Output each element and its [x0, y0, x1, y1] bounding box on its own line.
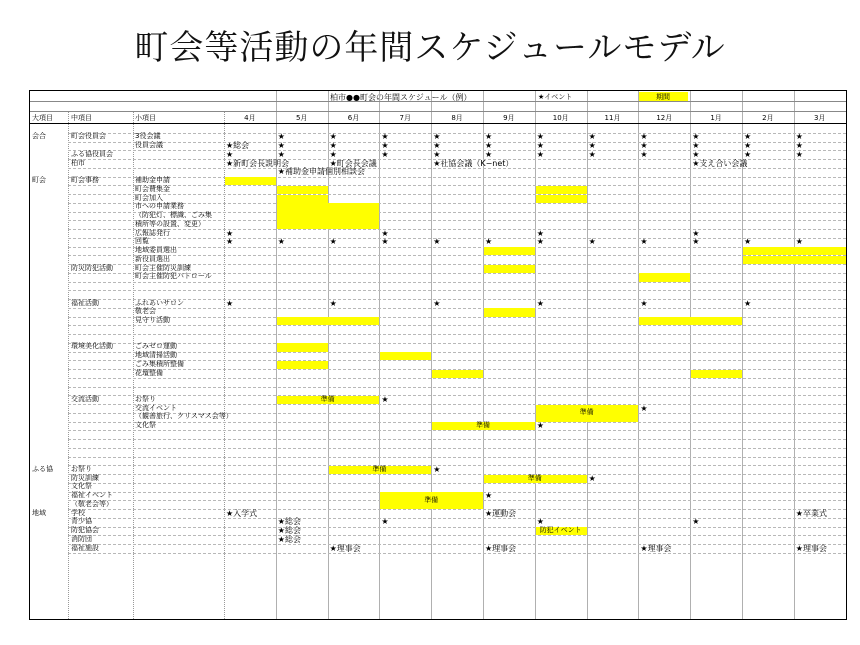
- event-star: ★: [536, 132, 544, 142]
- event-star: ★: [485, 237, 493, 247]
- event-star: ★: [536, 228, 544, 238]
- grid-vline: [483, 91, 484, 619]
- minor-item-label: 地域委員選出: [135, 246, 177, 254]
- event-star: ★社協会議（K−net）: [433, 158, 514, 168]
- col-header-minor: 小項目: [135, 114, 156, 122]
- event-star: ★: [433, 298, 441, 308]
- period-bar: [536, 195, 587, 203]
- minor-item-label: 市への申請業務 （防犯灯、標識、ごみ集 積所等の設置、変更）: [135, 202, 212, 228]
- event-star: ★: [588, 149, 596, 159]
- event-star: ★: [536, 517, 544, 527]
- event-star: ★: [433, 141, 441, 150]
- mid-item-label: 交流活動: [71, 394, 99, 403]
- grid-hline: [68, 229, 846, 230]
- event-star: ★: [536, 298, 544, 308]
- grid-hline: [68, 474, 846, 475]
- mid-item-label: 福祉施設: [71, 543, 99, 552]
- event-star: ★支え合い会議: [692, 158, 748, 168]
- grid-hline: [68, 177, 846, 178]
- minor-item-label: 新役員選出: [135, 254, 170, 263]
- period-bar: [277, 361, 328, 369]
- event-star: ★: [485, 132, 493, 142]
- grid-hline: [68, 325, 846, 326]
- event-star: ★: [329, 237, 337, 247]
- period-bar: [225, 177, 276, 185]
- event-star: ★: [744, 141, 752, 150]
- minor-item-label: 3役会議: [135, 132, 161, 141]
- grid-hline: [68, 133, 846, 134]
- event-star: ★補助金申請個別相談会: [277, 167, 365, 177]
- mid-item-label: 防災防犯活動: [71, 263, 113, 272]
- event-star: ★: [536, 149, 544, 159]
- grid-vline: [535, 91, 536, 619]
- col-header-major: 大項目: [32, 114, 53, 122]
- event-star: ★: [433, 464, 441, 474]
- grid-hline: [68, 238, 846, 239]
- grid-hline: [68, 290, 846, 291]
- mid-item-label: 文化祭: [71, 482, 92, 491]
- grid-hline: [68, 150, 846, 151]
- month-header: 4月: [244, 114, 256, 122]
- event-star: ★運動会: [485, 508, 517, 518]
- grid-hline: [68, 465, 846, 466]
- month-header: 11月: [604, 114, 621, 122]
- month-header: 1月: [710, 114, 722, 122]
- month-header: 7月: [399, 114, 412, 122]
- event-star: ★: [640, 237, 648, 247]
- period-bar: [484, 247, 535, 255]
- event-star: ★: [795, 149, 803, 159]
- col-header-mid: 中項目: [71, 114, 92, 122]
- grid-vline: [587, 91, 588, 619]
- event-star: ★: [640, 141, 648, 150]
- grid-hline: [68, 544, 846, 545]
- event-star: ★: [277, 149, 285, 159]
- period-label: 準備: [320, 395, 335, 404]
- schedule-sheet: [29, 90, 847, 620]
- grid-hline: [68, 142, 846, 143]
- month-header: 2月: [762, 114, 774, 122]
- minor-item-label: 交流イベント （観善旅行、クリスマス会等）: [135, 403, 233, 421]
- event-star: ★総会: [277, 517, 301, 527]
- grid-hline: [68, 509, 846, 510]
- event-star: ★: [640, 403, 648, 413]
- event-star: ★: [381, 228, 389, 238]
- event-star: ★: [692, 132, 700, 142]
- page-title: 町会等活動の年間スケジュールモデル: [134, 28, 726, 68]
- grid-vline: [68, 111, 69, 619]
- period-bar: [484, 265, 535, 273]
- minor-item-label: お祭り: [135, 394, 156, 403]
- event-star: ★: [588, 141, 596, 150]
- grid-hline: [68, 299, 846, 300]
- mid-item-label: 柏市: [71, 158, 85, 167]
- event-star: ★: [744, 298, 752, 308]
- period-label: 準備: [424, 495, 439, 504]
- period-label: 防犯イベント: [539, 526, 582, 535]
- minor-item-label: 町会費集金: [135, 184, 170, 193]
- sheet-title: 柏市●●町会の年間スケジュール（例）: [330, 93, 472, 102]
- grid-hline: [30, 101, 846, 102]
- grid-vline: [638, 91, 639, 619]
- period-bar: [277, 343, 328, 351]
- minor-item-label: 敬老会: [135, 307, 156, 316]
- grid-hline: [68, 430, 846, 431]
- period-bar: [743, 247, 846, 255]
- grid-vline: [431, 91, 432, 619]
- event-star: ★: [329, 149, 337, 159]
- grid-hline: [68, 553, 846, 554]
- mid-item-label: 福祉イベント （敬老会等）: [71, 491, 113, 508]
- event-star: ★: [744, 132, 752, 142]
- event-star: ★: [277, 132, 285, 142]
- grid-hline: [68, 527, 846, 528]
- period-bar: [639, 317, 742, 325]
- event-star: ★: [485, 141, 493, 150]
- event-star: ★: [226, 149, 234, 159]
- event-star: ★理事会: [485, 543, 517, 553]
- grid-vline: [794, 91, 795, 619]
- month-header: 8月: [451, 114, 463, 122]
- minor-item-label: 文化祭: [135, 421, 156, 429]
- event-star: ★: [381, 132, 389, 142]
- period-bar: [277, 195, 328, 203]
- event-star: ★総会: [277, 534, 301, 544]
- minor-item-label: 町会主催防災訓練: [135, 263, 191, 272]
- grid-hline: [68, 535, 846, 536]
- event-star: ★: [744, 149, 752, 159]
- grid-hline: [30, 111, 846, 112]
- period-bar: [484, 308, 535, 316]
- event-star: ★: [692, 149, 700, 159]
- minor-item-label: 回覧: [135, 237, 149, 246]
- grid-vline: [742, 91, 743, 619]
- grid-hline: [68, 334, 846, 335]
- event-star: ★: [433, 237, 441, 247]
- grid-vline: [133, 111, 134, 619]
- event-star: ★: [381, 394, 389, 404]
- grid-hline: [68, 343, 846, 344]
- minor-item-label: 花壇整備: [135, 368, 163, 377]
- mid-item-label: 町会事務: [71, 176, 99, 184]
- month-header: 9月: [503, 114, 515, 122]
- grid-vline: [690, 91, 691, 619]
- event-star: ★: [381, 141, 389, 150]
- minor-item-label: ふれあいサロン: [135, 298, 184, 307]
- period-bar: [277, 203, 380, 229]
- event-star: ★: [433, 132, 441, 142]
- month-header: 5月: [295, 114, 308, 122]
- grid-hline: [68, 194, 846, 195]
- mid-item-label: ふる協役員会: [71, 149, 113, 158]
- event-star: ★: [433, 149, 441, 159]
- period-bar: [691, 370, 742, 378]
- event-star: ★: [640, 149, 648, 159]
- event-star: ★: [329, 298, 337, 308]
- legend-event: ★イベント: [538, 93, 573, 101]
- minor-item-label: 見守り活動: [135, 316, 170, 324]
- minor-item-label: 町会加入: [135, 193, 163, 202]
- event-star: ★: [692, 141, 700, 150]
- period-label: 準備: [527, 473, 542, 482]
- event-star: ★: [744, 237, 752, 247]
- grid-hline: [30, 123, 846, 124]
- mid-item-label: お祭り: [71, 464, 92, 473]
- grid-hline: [68, 255, 846, 256]
- period-bar: [432, 370, 483, 378]
- event-star: ★: [329, 132, 337, 142]
- event-star: ★: [588, 237, 596, 247]
- minor-item-label: ごみゼロ運動: [135, 342, 177, 351]
- event-star: ★総会: [277, 526, 301, 535]
- event-star: ★理事会: [329, 543, 361, 553]
- event-star: ★: [536, 141, 544, 150]
- event-star: ★: [277, 237, 285, 247]
- event-star: ★町会長会議: [329, 158, 377, 168]
- event-star: ★: [536, 237, 544, 247]
- mid-item-label: 防災訓練: [71, 473, 99, 482]
- minor-item-label: 地域清掃活動: [135, 351, 177, 359]
- minor-item-label: 広報誌発行: [135, 228, 170, 237]
- grid-hline: [68, 387, 846, 388]
- event-star: ★総会: [226, 141, 250, 150]
- event-star: ★: [588, 132, 596, 142]
- grid-hline: [68, 308, 846, 309]
- period-bar: [277, 186, 328, 194]
- mid-item-label: 青少協: [71, 517, 92, 526]
- major-item-label: 会合: [32, 132, 46, 141]
- grid-hline: [68, 168, 846, 169]
- event-star: ★: [795, 141, 803, 150]
- minor-item-label: 町会主催防犯パトロール: [135, 272, 212, 281]
- event-star: ★: [795, 132, 803, 142]
- event-star: ★: [485, 491, 493, 500]
- grid-hline: [68, 378, 846, 379]
- event-star: ★: [381, 149, 389, 159]
- mid-item-label: 町会役員会: [71, 132, 106, 141]
- grid-hline: [68, 448, 846, 449]
- event-star: ★: [640, 298, 648, 308]
- major-item-label: 町会: [32, 176, 46, 184]
- period-label: 準備: [475, 421, 490, 430]
- event-star: ★: [381, 517, 389, 527]
- event-star: ★入学式: [226, 508, 258, 518]
- grid-hline: [68, 282, 846, 283]
- event-star: ★: [795, 237, 803, 247]
- major-item-label: ふる協: [32, 464, 53, 473]
- minor-item-label: 補助金申請: [135, 176, 170, 184]
- event-star: ★: [536, 421, 544, 430]
- mid-item-label: 福祉活動: [71, 298, 99, 307]
- event-star: ★理事会: [795, 543, 827, 553]
- grid-vline: [224, 111, 225, 619]
- period-label: 準備: [579, 408, 594, 417]
- event-star: ★: [329, 141, 337, 150]
- mid-item-label: 消防団: [71, 534, 92, 543]
- minor-item-label: 役員会議: [135, 141, 163, 149]
- month-header: 12月: [656, 114, 673, 122]
- event-star: ★: [692, 517, 700, 527]
- period-bar: [743, 256, 846, 264]
- mid-item-label: 環境美化活動: [71, 342, 113, 351]
- event-star: ★: [485, 149, 493, 159]
- grid-hline: [68, 185, 846, 186]
- period-bar: [277, 317, 380, 325]
- event-star: ★: [277, 141, 285, 150]
- event-star: ★: [381, 237, 389, 247]
- grid-hline: [68, 518, 846, 519]
- month-header: 3月: [813, 114, 826, 122]
- event-star: ★新町会長説明会: [226, 158, 290, 168]
- grid-hline: [68, 360, 846, 361]
- period-label: 準備: [372, 465, 387, 474]
- event-star: ★理事会: [640, 543, 672, 553]
- grid-hline: [68, 247, 846, 248]
- mid-item-label: 学校: [71, 508, 85, 517]
- period-bar: [380, 352, 431, 360]
- event-star: ★: [226, 228, 234, 238]
- period-bar: [639, 273, 690, 281]
- grid-hline: [68, 439, 846, 440]
- legend-period-label: 期間: [656, 93, 670, 101]
- grid-hline: [68, 483, 846, 484]
- grid-hline: [68, 352, 846, 353]
- month-header: 10月: [552, 114, 569, 122]
- event-star: ★: [692, 237, 700, 247]
- minor-item-label: ごみ集積所整備: [135, 359, 184, 368]
- event-star: ★: [640, 132, 648, 142]
- event-star: ★: [226, 237, 234, 247]
- event-star: ★: [692, 228, 700, 238]
- period-bar: [536, 186, 587, 194]
- event-star: ★卒業式: [795, 508, 827, 518]
- grid-vline: [276, 91, 277, 619]
- month-header: 6月: [347, 114, 360, 122]
- event-star: ★: [226, 298, 234, 308]
- major-item-label: 地域: [32, 508, 46, 517]
- mid-item-label: 防犯協会: [71, 526, 99, 534]
- event-star: ★: [588, 473, 596, 483]
- grid-hline: [68, 395, 846, 396]
- grid-hline: [68, 457, 846, 458]
